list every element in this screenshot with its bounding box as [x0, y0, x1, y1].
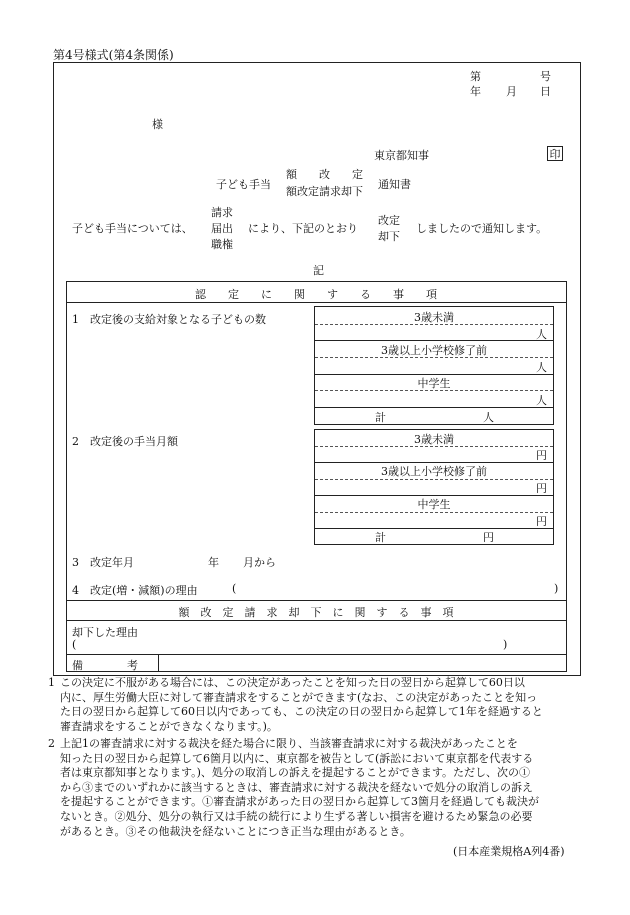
note-1: [48, 676, 580, 734]
section2-header-divider: [66, 620, 567, 621]
note-line: があるとき。③その他裁決を経ないことにつき正当な理由があるとき。: [60, 824, 411, 838]
section2-top-divider: [66, 600, 567, 601]
note-line: た日の翌日から起算して60日以内であっても、この決定の日の翌日から起算して1年を経過すると: [60, 705, 543, 719]
form-id: 第4号様式(第4条関係): [53, 48, 174, 62]
item2-row3-unit: 円: [536, 515, 547, 528]
note-line: から③までのいずれかに該当するときは、審査請求に対する裁決を経ないで処分の取消しの訴え: [60, 780, 533, 794]
reject-open-paren: (: [72, 638, 77, 651]
intro-opt-authority: 職権: [211, 238, 233, 251]
seal-stamp: 印: [547, 146, 563, 161]
item1-row2-unit: 人: [536, 361, 547, 374]
item1-row1-unit: 人: [536, 328, 547, 341]
intro-suffix: しましたので通知します。: [416, 222, 548, 235]
intro-opt-notify: 届出: [211, 222, 233, 235]
title-option-1: 額 改 定: [286, 168, 363, 181]
item4-close-paren: ): [554, 582, 559, 595]
dashed-divider: [315, 479, 553, 480]
number-suffix: 号: [540, 70, 551, 83]
item4-label: 4 改定(増・減額)の理由: [72, 584, 198, 597]
item1-box: [314, 306, 554, 425]
date-month: 月: [506, 85, 517, 98]
remarks-column-divider: [158, 654, 159, 671]
item2-row2-unit: 円: [536, 482, 547, 495]
intro-prefix: 子ども手当については、: [72, 222, 193, 235]
item4-open-paren: (: [232, 582, 237, 595]
item2-row2-label: 3歳以上小学校修了前: [381, 465, 487, 478]
note-line: 審査請求をすることができなくなります。)。: [60, 719, 278, 733]
row-divider: [315, 528, 553, 529]
intro-middle: により、下記のとおり: [248, 222, 358, 235]
item2-total-unit: 円: [483, 531, 494, 544]
footer-standard: (日本産業規格A列4番): [453, 845, 565, 858]
row-divider: [315, 340, 553, 341]
dashed-divider: [315, 446, 553, 447]
note-line: 者は東京都知事となります。)、処分の取消しの訴えを提起することができます。ただし、次の①: [60, 766, 531, 780]
table-top-border: [66, 281, 567, 282]
note-2: [48, 737, 580, 839]
table-bottom-border: [66, 671, 567, 672]
item1-label: 1 改定後の支給対象となる子どもの数: [72, 313, 266, 326]
note-line: ないとき。②処分、処分の執行又は手続の続行により生ずる著しい損害を避けるため緊急の必要: [60, 809, 533, 823]
item3-label: 3 改定年月: [72, 556, 134, 569]
title-prefix: 子ども手当: [216, 178, 271, 191]
reject-reason-label: 却下した理由: [72, 626, 138, 639]
remarks-label: 備 考: [72, 659, 138, 672]
item2-row3-label: 中学生: [417, 498, 451, 511]
item3-year: 年: [208, 556, 219, 569]
note-1-number: 1: [48, 676, 55, 689]
section1-header-divider: [66, 302, 567, 303]
note-line: を提起することができます。①審査請求があった日の翌日から起算して3箇月を経過しても裁決が: [60, 795, 540, 809]
dashed-divider: [315, 512, 553, 513]
addressee-suffix: 様: [152, 118, 163, 131]
item1-row1-label: 3歳未満: [414, 311, 454, 324]
governor-name: 東京都知事: [374, 149, 429, 162]
ki-label: 記: [313, 264, 324, 277]
intro-opt-reject: 却下: [378, 230, 400, 243]
section2-header: 額 改 定 請 求 却 下 に 関 す る 事 項: [178, 606, 454, 619]
table-right-border: [566, 281, 567, 671]
item1-total-label: 計: [375, 411, 386, 424]
intro-opt-revise: 改定: [378, 214, 400, 227]
item1-row2-label: 3歳以上小学校修了前: [381, 344, 487, 357]
title-option-2: 額改定請求却下: [286, 185, 363, 198]
item2-row1-label: 3歳未満: [414, 433, 454, 446]
item3-month: 月から: [243, 556, 276, 569]
item1-total-unit: 人: [483, 411, 494, 424]
row-divider: [315, 407, 553, 408]
item1-row3-label: 中学生: [417, 377, 451, 390]
date-year: 年: [470, 85, 481, 98]
dashed-divider: [315, 324, 553, 325]
note-line: 知った日の翌日から起算して6箇月以内に、東京都を被告として(訴訟において東京都を代表する: [60, 751, 534, 765]
item2-total-label: 計: [375, 531, 386, 544]
title-suffix: 通知書: [378, 178, 411, 191]
reject-close-paren: ): [503, 638, 508, 651]
dashed-divider: [315, 357, 553, 358]
number-label: 第: [470, 70, 481, 83]
item1-row3-unit: 人: [536, 394, 547, 407]
note-line: 内に、厚生労働大臣に対して審査請求をすることができます(なお、この決定があったことを知っ: [60, 690, 538, 704]
item2-label: 2 改定後の手当月額: [72, 435, 178, 448]
note-line: この決定に不服がある場合には、この決定があったことを知った日の翌日から起算して60日以: [60, 676, 525, 689]
item2-box: [314, 429, 554, 545]
remarks-divider: [66, 654, 567, 655]
item2-row1-unit: 円: [536, 449, 547, 462]
date-day: 日: [540, 85, 551, 98]
note-line: 上記1の審査請求に対する裁決を経た場合に限り、当該審査請求に対する裁決があったことを: [60, 737, 518, 750]
section1-header: 認 定 に 関 す る 事 項: [195, 288, 437, 301]
dashed-divider: [315, 390, 553, 391]
note-2-number: 2: [48, 737, 55, 750]
intro-opt-request: 請求: [211, 206, 233, 219]
